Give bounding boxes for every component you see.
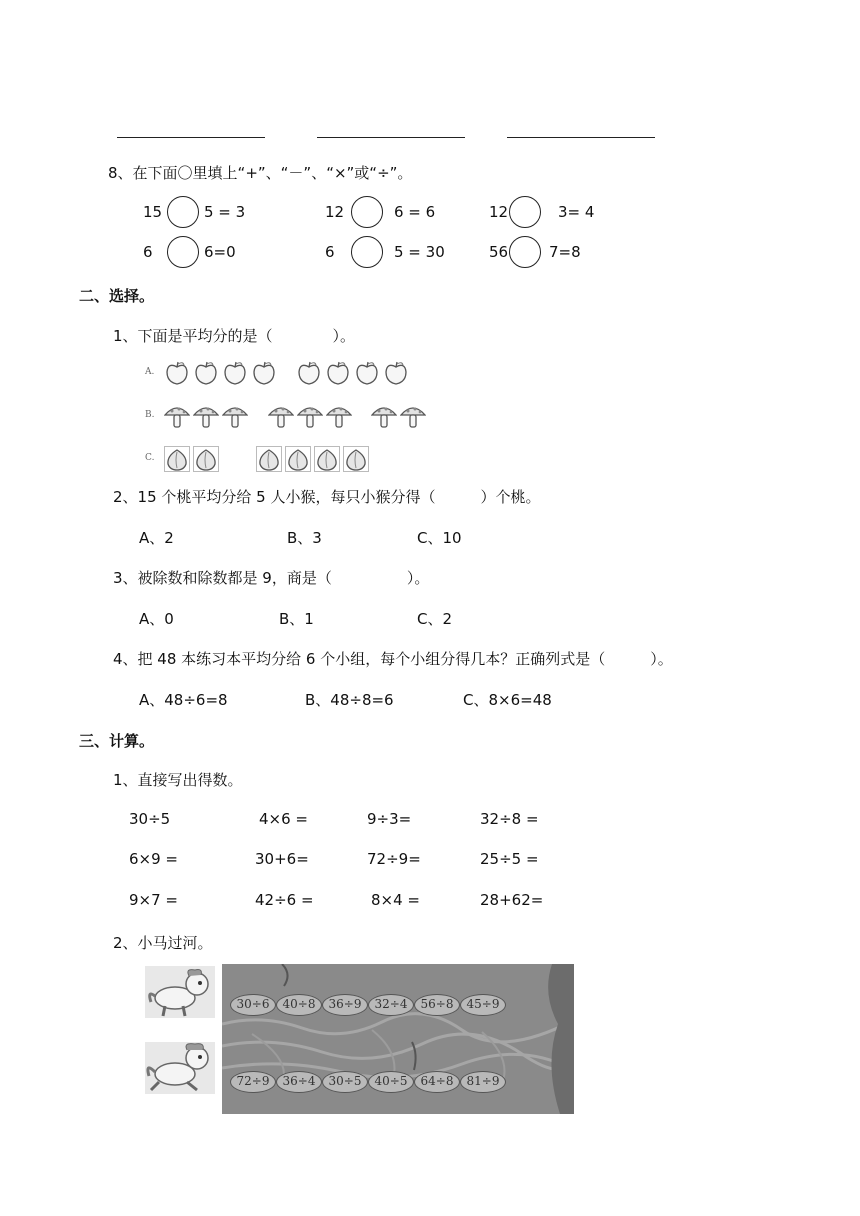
apple-icon bbox=[296, 360, 322, 386]
mushroom-icon bbox=[222, 403, 248, 429]
s2-q3-text: 3、被除数和除数都是 9，商是（ ）。 bbox=[113, 569, 430, 587]
peach-icon bbox=[343, 446, 369, 472]
calc-item: 30+6= bbox=[255, 850, 309, 868]
peach-icon bbox=[164, 446, 190, 472]
q8-r2-c3-right: 7=8 bbox=[549, 243, 581, 261]
calc-item: 28+62= bbox=[480, 891, 544, 909]
operator-circle[interactable] bbox=[167, 196, 199, 228]
calc-item: 8×4 = bbox=[371, 891, 420, 909]
pony-illustration-top bbox=[145, 966, 215, 1018]
apple-icon bbox=[354, 360, 380, 386]
stepping-stone: 36÷4 bbox=[276, 1071, 322, 1093]
stepping-stone: 45÷9 bbox=[460, 994, 506, 1016]
q8-r2-c2-right: 5 = 30 bbox=[394, 243, 445, 261]
pony-illustration-bottom bbox=[145, 1042, 215, 1094]
mushroom-icon bbox=[326, 403, 352, 429]
answer-blank-line bbox=[317, 137, 465, 138]
answer-blank-line bbox=[507, 137, 655, 138]
mushroom-icon bbox=[297, 403, 323, 429]
operator-circle[interactable] bbox=[509, 196, 541, 228]
option-b-label: B. bbox=[145, 410, 155, 420]
mushroom-icon bbox=[193, 403, 219, 429]
stepping-stone: 40÷8 bbox=[276, 994, 322, 1016]
calc-item: 72÷9= bbox=[367, 850, 421, 868]
s2-q4-option-c: C、8×6=48 bbox=[463, 691, 552, 709]
apple-icon bbox=[193, 360, 219, 386]
calc-item: 42÷6 = bbox=[255, 891, 314, 909]
mushroom-icon bbox=[164, 403, 190, 429]
s2-q4-option-a: A、48÷6=8 bbox=[139, 691, 228, 709]
s2-q1-text: 1、下面是平均分的是（ ）。 bbox=[113, 327, 356, 345]
peach-icon bbox=[285, 446, 311, 472]
stepping-stone: 64÷8 bbox=[414, 1071, 460, 1093]
s2-q4-option-b: B、48÷8=6 bbox=[305, 691, 394, 709]
peach-icon bbox=[193, 446, 219, 472]
q8-r2-c2-left: 6 bbox=[325, 243, 335, 261]
q8-r1-c3-left: 12 bbox=[489, 203, 509, 221]
q8-r1-c3-right: 3= 4 bbox=[558, 203, 595, 221]
section3-heading: 三、计算。 bbox=[79, 732, 155, 750]
q8-r2-c1-right: 6=0 bbox=[204, 243, 236, 261]
q8-title: 8、在下面〇里填上“+”、“－”、“×”或“÷”。 bbox=[108, 164, 413, 182]
s2-q3-option-b: B、1 bbox=[279, 610, 314, 628]
s3-q2-title: 2、小马过河。 bbox=[113, 934, 213, 952]
calc-item: 4×6 = bbox=[259, 810, 308, 828]
apple-icon bbox=[222, 360, 248, 386]
s2-q2-option-a: A、2 bbox=[139, 529, 174, 547]
apple-icon bbox=[251, 360, 277, 386]
q8-r1-c1-right: 5 = 3 bbox=[204, 203, 246, 221]
stepping-stone: 32÷4 bbox=[368, 994, 414, 1016]
s2-q2-option-c: C、10 bbox=[417, 529, 462, 547]
s2-q2-text: 2、15 个桃平均分给 5 人小猴，每只小猴分得（ ）个桃。 bbox=[113, 488, 541, 506]
s2-q3-option-a: A、0 bbox=[139, 610, 174, 628]
apple-icon bbox=[325, 360, 351, 386]
operator-circle[interactable] bbox=[509, 236, 541, 268]
stepping-stone: 36÷9 bbox=[322, 994, 368, 1016]
calc-item: 6×9 = bbox=[129, 850, 178, 868]
q8-r1-c1-left: 15 bbox=[143, 203, 163, 221]
stepping-stone: 81÷9 bbox=[460, 1071, 506, 1093]
river-picture bbox=[222, 964, 574, 1114]
calc-item: 30÷5 bbox=[129, 810, 171, 828]
calc-item: 32÷8 = bbox=[480, 810, 539, 828]
q8-r1-c2-left: 12 bbox=[325, 203, 345, 221]
stepping-stone: 40÷5 bbox=[368, 1071, 414, 1093]
option-c-label: C. bbox=[145, 453, 155, 463]
calc-item: 9×7 = bbox=[129, 891, 178, 909]
answer-blank-line bbox=[117, 137, 265, 138]
mushroom-icon bbox=[268, 403, 294, 429]
q8-r2-c1-left: 6 bbox=[143, 243, 153, 261]
operator-circle[interactable] bbox=[167, 236, 199, 268]
mushroom-icon bbox=[400, 403, 426, 429]
apple-icon bbox=[164, 360, 190, 386]
q8-r1-c2-right: 6 = 6 bbox=[394, 203, 436, 221]
calc-item: 9÷3= bbox=[367, 810, 412, 828]
stepping-stone: 56÷8 bbox=[414, 994, 460, 1016]
q8-r2-c3-left: 56 bbox=[489, 243, 509, 261]
s3-q1-title: 1、直接写出得数。 bbox=[113, 771, 243, 789]
peach-icon bbox=[314, 446, 340, 472]
stepping-stone: 30÷6 bbox=[230, 994, 276, 1016]
option-a-label: A. bbox=[145, 367, 155, 377]
calc-item: 25÷5 = bbox=[480, 850, 539, 868]
mushroom-icon bbox=[371, 403, 397, 429]
peach-icon bbox=[256, 446, 282, 472]
operator-circle[interactable] bbox=[351, 236, 383, 268]
s2-q3-option-c: C、2 bbox=[417, 610, 453, 628]
s2-q4-text: 4、把 48 本练习本平均分给 6 个小组，每个小组分得几本？正确列式是（ ）。 bbox=[113, 650, 673, 668]
stepping-stone: 72÷9 bbox=[230, 1071, 276, 1093]
stepping-stone: 30÷5 bbox=[322, 1071, 368, 1093]
apple-icon bbox=[383, 360, 409, 386]
section2-heading: 二、选择。 bbox=[79, 287, 155, 305]
s2-q2-option-b: B、3 bbox=[287, 529, 322, 547]
operator-circle[interactable] bbox=[351, 196, 383, 228]
